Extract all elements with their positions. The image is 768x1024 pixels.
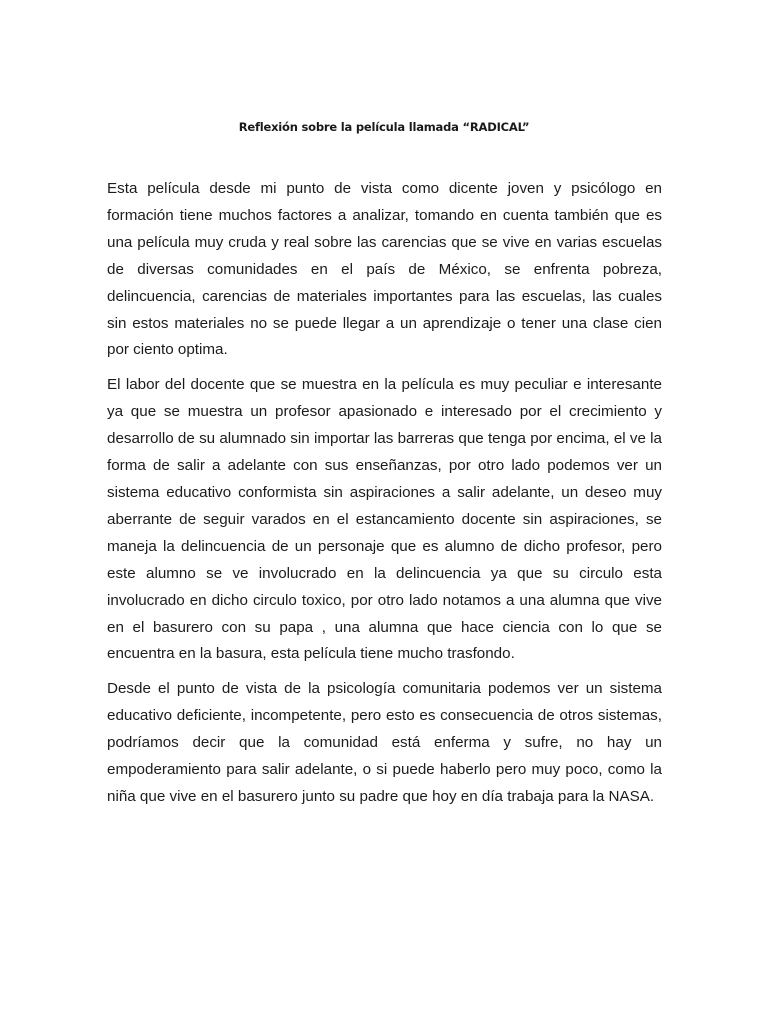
paragraph-1: Esta película desde mi punto de vista como dicente joven y psicólogo en formación tiene muchos factores a analizar, tomando en cuenta también que es una película muy cruda y real sobre las carencias que se vive en varias escuelas de diversas comunidades en el país de México, se enfrenta pobreza, delincuencia, carencias de materiales importantes para las escuelas, las cuales sin estos materiales no se puede llegar a un aprendizaje o tener una clase cien por ciento optima. — [107, 180, 662, 359]
paragraph-3: Desde el punto de vista de la psicología comunitaria podemos ver un sistema educativo deficiente, incompetente, pero esto es consecuencia de otros sistemas, podríamos decir que la comunidad está enferma y sufre, no hay un empoderamiento para salir adelante, o si puede haberlo pero muy poco, como la niña que vive en el basurero junto su padre que hoy en día trabaja para la NASA. — [107, 680, 662, 805]
paragraph-2: El labor del docente que se muestra en la película es muy peculiar e interesante ya que se muestra un profesor apasionado e interesado por el crecimiento y desarrollo de su alumnado sin importar las barreras que tenga por encima, el ve la forma de salir a adelante con sus enseñanzas, por otro lado podemos ver un sistema educativo conformista sin aspiraciones a salir adelante, un deseo muy aberrante de seguir varados en el estancamiento docente sin aspiraciones, se maneja la delincuencia de un personaje que es alumno de dicho profesor, pero este alumno se ve involucrado en la delincuencia ya que su circulo esta involucrado en dicho circulo toxico, por otro lado notamos a una alumna que vive en el basurero con su papa , una alumna que hace ciencia con lo que se encuentra en la basura, esta película tiene mucho trasfondo. — [107, 376, 662, 663]
document-body — [107, 176, 662, 819]
document-title: Reflexión sobre la película llamada “RADICAL” — [238, 120, 530, 134]
